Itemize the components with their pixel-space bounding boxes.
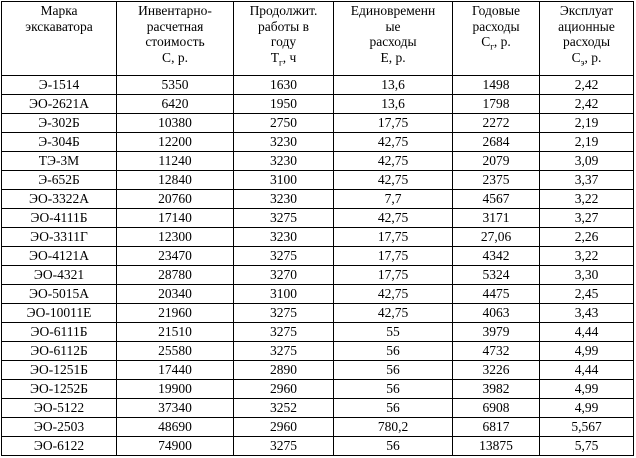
cell-duration: 3230 [234, 133, 334, 152]
col-header-model: Марка экскаватора [2, 2, 117, 76]
cell-onetime: 13,6 [334, 76, 453, 95]
cell-duration: 3275 [234, 304, 334, 323]
cell-model: ЭО-3322А [2, 190, 117, 209]
cell-cost: 20340 [117, 285, 234, 304]
cell-model: ЭО-5122 [2, 399, 117, 418]
table-row [2, 209, 634, 228]
cell-operating: 3,22 [540, 190, 634, 209]
table-row [2, 342, 634, 361]
table-row [2, 76, 634, 95]
cell-cost: 11240 [117, 152, 234, 171]
table-row [2, 247, 634, 266]
table-row [2, 228, 634, 247]
cell-operating: 4,99 [540, 342, 634, 361]
cell-annual: 2079 [453, 152, 540, 171]
cell-operating: 3,09 [540, 152, 634, 171]
table-row [2, 285, 634, 304]
cell-cost: 10380 [117, 114, 234, 133]
cell-cost: 37340 [117, 399, 234, 418]
col-header-operating: Эксплуат ационные расходы $С_э$, р. [540, 2, 634, 76]
cell-cost: 12200 [117, 133, 234, 152]
table-row [2, 437, 634, 456]
cell-model: Э-304Б [2, 133, 117, 152]
table-row [2, 323, 634, 342]
cell-cost: 6420 [117, 95, 234, 114]
cell-duration: 3100 [234, 285, 334, 304]
cell-model: ЭО-6122 [2, 437, 117, 456]
cell-duration: 3270 [234, 266, 334, 285]
cell-annual: 1798 [453, 95, 540, 114]
cell-operating: 2,42 [540, 95, 634, 114]
cell-cost: 25580 [117, 342, 234, 361]
cell-annual: 27,06 [453, 228, 540, 247]
cell-annual: 4063 [453, 304, 540, 323]
cell-operating: 5,567 [540, 418, 634, 437]
cell-annual: 13875 [453, 437, 540, 456]
cell-annual: 2684 [453, 133, 540, 152]
table-row [2, 152, 634, 171]
col-header-annual-symbol: $С_г$, р. [481, 34, 511, 52]
cell-operating: 2,45 [540, 285, 634, 304]
cell-annual: 2375 [453, 171, 540, 190]
cell-model: Э-302Б [2, 114, 117, 133]
cell-duration: 1630 [234, 76, 334, 95]
table-row [2, 114, 634, 133]
cell-duration: 2960 [234, 418, 334, 437]
cell-onetime: 42,75 [334, 285, 453, 304]
cell-operating: 4,99 [540, 380, 634, 399]
table-row [2, 190, 634, 209]
cell-model: ЭО-2503 [2, 418, 117, 437]
cell-onetime: 17,75 [334, 114, 453, 133]
cell-cost: 48690 [117, 418, 234, 437]
cell-model: Э-652Б [2, 171, 117, 190]
cell-onetime: 55 [334, 323, 453, 342]
cell-cost: 5350 [117, 76, 234, 95]
cell-duration: 3275 [234, 437, 334, 456]
cell-operating: 4,99 [540, 399, 634, 418]
cell-onetime: 17,75 [334, 228, 453, 247]
cell-duration: 2960 [234, 380, 334, 399]
cell-duration: 3275 [234, 342, 334, 361]
cell-duration: 3230 [234, 152, 334, 171]
cell-onetime: 56 [334, 342, 453, 361]
cell-model: ЭО-6112Б [2, 342, 117, 361]
cell-cost: 21960 [117, 304, 234, 323]
col-header-duration: Продолжит. работы в году $Т_г$, ч [234, 2, 334, 76]
cell-duration: 3230 [234, 228, 334, 247]
cell-cost: 28780 [117, 266, 234, 285]
col-header-cost: Инвентарно- расчетная стоимость С, р. [117, 2, 234, 76]
cell-onetime: 42,75 [334, 209, 453, 228]
cell-duration: 3230 [234, 190, 334, 209]
cell-model: ЭО-3311Г [2, 228, 117, 247]
cell-operating: 4,44 [540, 323, 634, 342]
cell-onetime: 13,6 [334, 95, 453, 114]
table-body [2, 76, 634, 456]
cell-annual: 6817 [453, 418, 540, 437]
cell-cost: 12300 [117, 228, 234, 247]
col-header-annual: Годовые расходы $С_г$, р. [453, 2, 540, 76]
cell-annual: 2272 [453, 114, 540, 133]
cell-cost: 23470 [117, 247, 234, 266]
table-row [2, 361, 634, 380]
cell-operating: 5,75 [540, 437, 634, 456]
cell-onetime: 42,75 [334, 133, 453, 152]
cell-onetime: 17,75 [334, 247, 453, 266]
cell-model: ЭО-4321 [2, 266, 117, 285]
cell-onetime: 56 [334, 437, 453, 456]
table-row [2, 380, 634, 399]
cell-duration: 3252 [234, 399, 334, 418]
cell-operating: 2,19 [540, 133, 634, 152]
cell-cost: 17440 [117, 361, 234, 380]
cell-model: ТЭ-3М [2, 152, 117, 171]
col-header-onetime: Единовременн ые расходы Е, р. [334, 2, 453, 76]
cell-cost: 19900 [117, 380, 234, 399]
table-row [2, 171, 634, 190]
cell-model: ЭО-4121А [2, 247, 117, 266]
col-header-duration-symbol: $Т_г$, ч [270, 49, 297, 68]
cell-duration: 2890 [234, 361, 334, 380]
cell-model: ЭО-6111Б [2, 323, 117, 342]
table-row [2, 304, 634, 323]
cell-cost: 17140 [117, 209, 234, 228]
cell-onetime: 42,75 [334, 171, 453, 190]
cell-model: ЭО-4111Б [2, 209, 117, 228]
cell-model: ЭО-10011Е [2, 304, 117, 323]
cell-annual: 4342 [453, 247, 540, 266]
table-row [2, 95, 634, 114]
table-row [2, 133, 634, 152]
table-row [2, 399, 634, 418]
cell-operating: 3,22 [540, 247, 634, 266]
cell-annual: 4567 [453, 190, 540, 209]
cell-model: Э-1514 [2, 76, 117, 95]
cell-onetime: 17,75 [334, 266, 453, 285]
cell-annual: 3982 [453, 380, 540, 399]
cell-duration: 3100 [234, 171, 334, 190]
col-header-cost-symbol: С, р. [162, 49, 188, 65]
cell-cost: 74900 [117, 437, 234, 456]
cell-model: ЭО-1252Б [2, 380, 117, 399]
cell-model: ЭО-2621А [2, 95, 117, 114]
cell-annual: 3171 [453, 209, 540, 228]
cell-onetime: 56 [334, 361, 453, 380]
col-header-onetime-symbol: Е, р. [380, 49, 406, 65]
table-row [2, 266, 634, 285]
cell-operating: 3,30 [540, 266, 634, 285]
cell-model: ЭО-5015А [2, 285, 117, 304]
cell-operating: 3,37 [540, 171, 634, 190]
cell-onetime: 56 [334, 380, 453, 399]
cell-annual: 5324 [453, 266, 540, 285]
cell-annual: 4732 [453, 342, 540, 361]
cell-cost: 12840 [117, 171, 234, 190]
cell-onetime: 42,75 [334, 304, 453, 323]
cell-operating: 3,27 [540, 209, 634, 228]
excavator-data-table [1, 1, 634, 456]
cell-operating: 2,19 [540, 114, 634, 133]
cell-duration: 2750 [234, 114, 334, 133]
cell-onetime: 7,7 [334, 190, 453, 209]
cell-annual: 1498 [453, 76, 540, 95]
cell-onetime: 42,75 [334, 152, 453, 171]
table-row [2, 418, 634, 437]
cell-onetime: 56 [334, 399, 453, 418]
cell-annual: 3979 [453, 323, 540, 342]
header-row [2, 2, 634, 76]
cell-onetime: 780,2 [334, 418, 453, 437]
cell-operating: 3,43 [540, 304, 634, 323]
cell-duration: 3275 [234, 209, 334, 228]
cell-annual: 3226 [453, 361, 540, 380]
cell-operating: 2,26 [540, 228, 634, 247]
cell-operating: 2,42 [540, 76, 634, 95]
cell-annual: 6908 [453, 399, 540, 418]
cell-duration: 1950 [234, 95, 334, 114]
cell-cost: 21510 [117, 323, 234, 342]
col-header-operating-symbol: $С_э$, р. [571, 49, 602, 68]
cell-cost: 20760 [117, 190, 234, 209]
cell-duration: 3275 [234, 247, 334, 266]
cell-annual: 4475 [453, 285, 540, 304]
cell-model: ЭО-1251Б [2, 361, 117, 380]
cell-duration: 3275 [234, 323, 334, 342]
cell-operating: 4,44 [540, 361, 634, 380]
